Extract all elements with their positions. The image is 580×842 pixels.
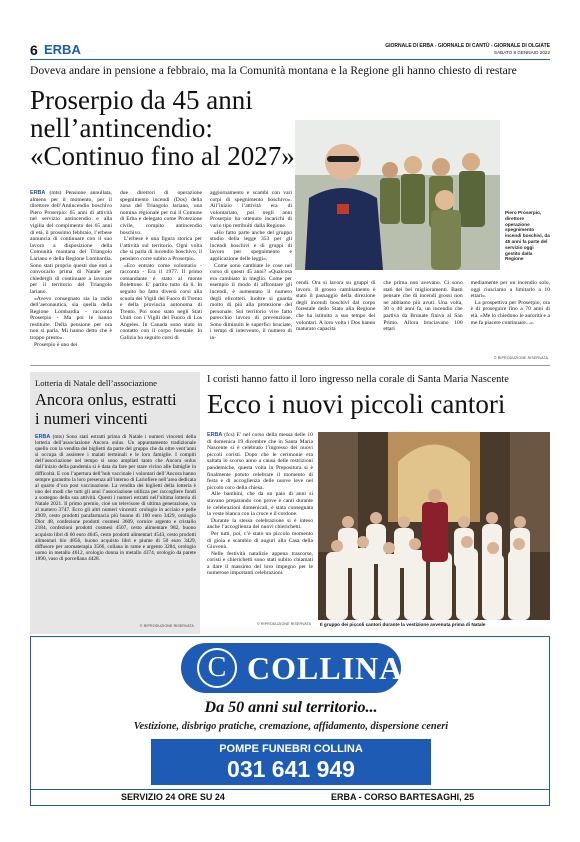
masthead-date: SABATO 8 GENNAIO 2022 [494, 50, 550, 55]
story3-body [207, 432, 313, 620]
story1-col2b: L’erbese è una figura storica per l’attività sul territorio. Ogni volta che si parla di incendio boschivo, il pensiero corre subito a Proserpio. [120, 236, 202, 262]
story2-body-text: Sono stati estratti prima di Natale i numeri vincenti della lotteria dell’associazione Ancora onlus. Un appuntamento tradizionale quello con la vendita dei biglietti da parte del gruppo che da oltre vent’anni si occupa di assistere i malati terminali e le loro famiglie. I compiti dell’associazione nel tempo si sono ampliati tanto che Ancora onlus dall’inizio della pandemia si è data da fare per stare vicino alle famiglie in difficoltà. E con l’apertura dell’hub vaccinale i volontari dell’Ancora hanno sempre garantito la loro presenza all’interno di Lariofiere nell’area dedicata al quarto d’ora post vaccinazione. La vendita dei biglietti della lotteria è uno dei modi che tutti gli anni l’associazione utilizza per raccogliere fondi a sostegno della sua attività. Questi i numeri estratti nell’ultima lotteria di Natale 2021. Il primo premio, cioè un televisore di ultima generazione, va al numero 3747. Ecco gli altri numeri vincenti: orologio in acciaio e pelle 2909, cesto prodotti parafarmacia più buono di 100 euro 3429, orologio Dior 48, confezione prodotti cosmesi 3609, cornice argento e cristallo 2184, confezioni prodotti cosmesi 4507, cesto alimentare 982, buono acquisto libri di 60 euro 4645, cesto prodotti alimentari 4543, cesto prodotti alimentari bio 4856, buono acquisto libri e piume di 50 euro 3429, diffusore per aromaterapia 3566, collana in rame e argento 3284, orologio uomo in metallo 4612, orologio donna in metallo 4374, orologio da parete 1890, vaso di porcellana 4428. [35, 434, 196, 562]
story3-col1-text: E’ nel corso della messa delle 10 di domenica 19 dicembre che in Santa Maria Nascente si è celebrato l’ingresso dei nuovi piccoli coristi. Dopo che le cerimonie era saltata lo scorso anno a causa delle restrizioni pandemiche, questa volta in Prepositura si è finalmente potuto celebrare il momento di festa e di accoglienza delle nuove leve nel piccolo coro della chiesa. [207, 432, 313, 491]
story1-body-right [296, 280, 550, 356]
story1-headline-line3: «Continuo fino al 2027» [30, 141, 295, 171]
story2-lead-tag: ERBA [35, 434, 51, 440]
story1-col3c: Come sono cambiate le cose nel corso di questi 45 anni? «Qualcosa era cambiato in meglio. Come per esempio il modo di affrontare gli incendi, è aumentato il numero degli elicotteri. Inoltre si guarda molto di più alla protezione del personale. Sul territorio vive fatto parecchio lavoro di prevenzione. Sono diminuiti le superfici bruciate, i tempi di intervento, il numero di in- [210, 262, 292, 342]
ad-services: Vestizione, disbrigo pratiche, cremazione, affidamento, dispersione ceneri [133, 721, 449, 732]
story1-col6: mediamente per un incendio solo, oggi riusciamo a limitarlo a 10 ettari». [470, 280, 550, 300]
story3-col1b: Alle bambini, che da un paio di anni si stavano preparando con prove e canti durante le celebrazioni domenicali, è stata consegnata la veste bianca con la croce e il cordone. [207, 491, 313, 518]
story1-col3: aggiornamento e scambi con vari corpi di spegnimento boschivo». All’inizio l’attività era di volontariato, poi negli anni Proserpio ha ottenuto incarichi di vario tipo retribuiti dalla Regione. [210, 190, 292, 229]
story1-headline-line2: nell’antincendio: [30, 113, 213, 143]
ad-address: ERBA - CORSO BARTESAGHI, 25 [331, 792, 475, 802]
story3-lead-tag: ERBA [207, 432, 223, 438]
story1-col3b: «Ho fatto parte anche del gruppo studio della legge 353 per gli incendi boschivi e di gruppi di lavoro per spegnimento e applicazione delle leggi». [210, 229, 292, 262]
story2-lead-city: (mts) [52, 434, 64, 440]
story1-photo-art [295, 120, 500, 270]
priest-figure [422, 502, 448, 562]
ad-logo [181, 643, 404, 693]
ad-logo-c-icon: C [197, 648, 237, 688]
story3-photo-art [318, 432, 550, 620]
story1-col6b: La prospettiva per Proserpio, ora è di proseguire fino a 70 anni di età. «Me lo chiedono le autorità e a me fa piacere continuare...». [470, 299, 550, 326]
story1-col4: cendi. Ora si lavora su gruppi di lavoro. Il grosso cambiamento è stato il passaggio della direzione degli incendi boschivi dal corpo forestale dello Stato alla Regione che ha istituito a suo tempo dei volontari. A loro volta i Dos hanno maturato capacità [296, 280, 376, 333]
ad-service24: SERVIZIO 24 ORE SU 24 [121, 792, 225, 802]
story1-col2c: «Ero entrato come volontario - racconta - Era il 1977. Il primo comandante è stato al monte Bolettone. E’ partito tutto da lì. In seguito ho fatto diversi corsi alla scuola dei Vigili del Fuoco di Trento e della provincia autonoma di Trento. Poi sono stato negli Stati Uniti con i Vigili del Fuoco di Los Angeles. In Canada sono stato in contatto con il corpo forestale. In Galizia ho seguito corsi di [120, 262, 202, 342]
story2-credit: © RIPRODUZIONE RISERVATA [139, 624, 194, 628]
ad-contact-band [151, 739, 431, 785]
story2-kicker: Lotteria di Natale dell’associazione [35, 378, 157, 388]
story2-headline-line2: i numeri vincenti [35, 409, 148, 428]
story1-lead-city: (mts) [49, 190, 62, 196]
story1-photo-caption: Piero Proserpio, direttore operazione spegnimento incendi boschivi, da 45 anni fa parte del servizio oggi gestito dalla Regione [505, 210, 550, 262]
story2-headline [35, 390, 199, 428]
ad-tagline: Da 50 anni sul territorio... [204, 699, 378, 716]
story1-credit: © RIPRODUZIONE RISERVATA [493, 356, 548, 360]
story2-body [35, 434, 196, 622]
story1-headline-line1: Proserpio da 45 anni [30, 85, 253, 115]
story3-credit: © RIPRODUZIONE RISERVATA [257, 622, 312, 626]
story3-col1e: Nelle festività natalizie appena trascorse, coristi e chierichetti sono stati subito chiamati a dare il massimo del loro impegno per le numerose importanti celebrazioni. [207, 550, 313, 577]
story1-col2: due direttori di operazione spegnimento incendi (Dos) della zona del Triangolo lariano, una nomina regionale per cui il Comune di Erba e delegato come Protezione civile, compito antincendio boschivo. [120, 190, 202, 236]
story3-photo-caption: Il gruppo dei piccoli cantori durante la vestizione avvenuta prima di Natale [320, 622, 486, 627]
ad-footer [31, 789, 549, 805]
story1-col1c: Proserpio è uno dei [34, 341, 78, 348]
masthead-papers: GIORNALE DI ERBA - GIORNALE DI CANTÙ - GIORNALE DI OLGIATE [385, 43, 550, 49]
story1-headline [30, 86, 300, 170]
story3-col1c: Durante la stessa celebrazione si è inteso anche l’accoglienza dei nuovi chierichetti. [207, 517, 313, 531]
section-title: ERBA [44, 42, 81, 57]
story1-lead-tag: ERBA [30, 190, 46, 196]
story1-col1b: «Avevo consegnato sia la radio dell’aeronautica, sia quella della Regione Lombardia - racconta Proserpio - Ma poi le hanno restituite. Della pensione per ora non si parla. Mi hanno detto che è troppo presto». [30, 295, 112, 342]
story3-headline: Ecco i nuovi piccoli cantori [207, 389, 506, 419]
ad-block [30, 636, 550, 806]
story3-photo [318, 432, 550, 620]
story1-kicker: Doveva andare in pensione a febbraio, ma la Comunità montana e la Regione gli hanno chiesto di restare [30, 64, 517, 77]
page-header [30, 40, 550, 60]
story2-box [30, 372, 200, 634]
story1-col5: che prima non avevano. Ci sono stati dei bei miglioramenti. Basti pensare che di incendi grossi non ne abbiamo più avuti. Una volta, 30 o 40 anni fa, un incendio che partiva da Brunate finiva al San Primo. Allora bruciavano 100 ettari [383, 280, 463, 333]
story1-col1-text: Pensione annullata, almeno per il momento, per il direttore dell’Antincendio boschivo Piero Proserpio: 65 anni di attività nel servizio antincendio e alla vigilia del compimento dei 65 anni di età, il prossimo febbraio, l’erbese annuncia di continuare con il suo lavoro a disposizione della Comunità montana del Triangolo Lariano e della Regione Lombardia. Sono stati proprio questi due enti a convocarlo prima di Natale per chiedergli di continuare a lavorare per il territorio del Triangolo lariano. [30, 190, 112, 295]
story3-col1d: Per tutti, poi, c’è stato un piccolo momento di gioia e scambio di auguri alla Casa della Giovenù. [207, 530, 313, 551]
page-number: 6 [30, 42, 38, 58]
story3-lead-city: (fcs) [224, 432, 235, 438]
story1-photo [295, 120, 500, 270]
story1-body-left [30, 190, 292, 356]
story2-headline-line1: Ancora onlus, estratti [35, 390, 177, 409]
story3-kicker: I coristi hanno fatto il loro ingresso nella corale di Santa Maria Nascente [207, 374, 509, 385]
section-divider [30, 365, 550, 366]
ad-phone: 031 641 949 [227, 756, 355, 782]
ad-brand: COLLINA [247, 650, 404, 686]
ad-company: POMPE FUNEBRI COLLINA [219, 743, 363, 755]
